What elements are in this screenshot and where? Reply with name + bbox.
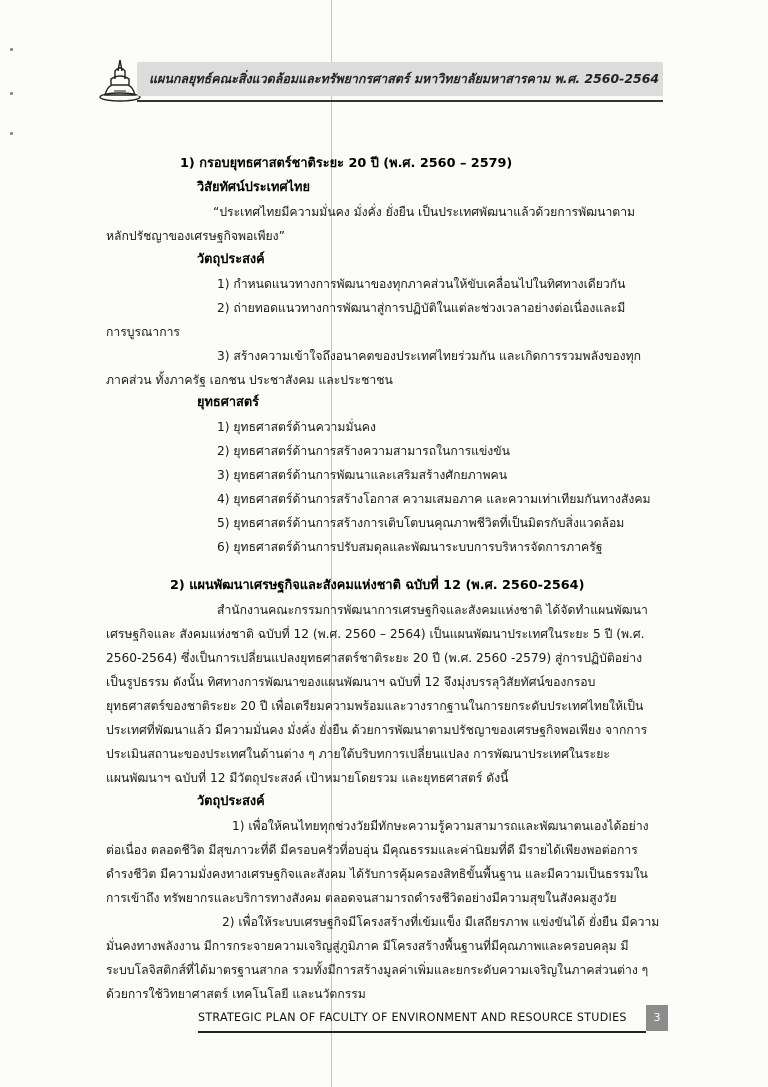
text-line: เป็นรูปธรรม ดังนั้น ทิศทางการพัฒนาของแผนพัฒนาฯ ฉบับที่ 12 จึงมุ่งบรรลุวิสัยทัศน์ของกรอบ: [106, 675, 596, 689]
text-line: ด้วยการใช้วิทยาศาสตร์ เทคโนโลยี และนวัตกรรม: [106, 987, 366, 1001]
text-line: แผนพัฒนาฯ ฉบับที่ 12 มีวัตถุประสงค์ เป้าหมายโดยรวม และยุทธศาสตร์ ดังนี้: [106, 771, 509, 785]
subheading-objective: วัตถุประสงค์: [197, 794, 265, 809]
page-header: [97, 57, 665, 105]
text-line: ประเทศที่พัฒนาแล้ว มีความมั่นคง มั่งคั่ง ยั่งยืน ด้วยการพัฒนาตามปรัชญาของเศรษฐกิจพอเพียง จากการ: [106, 723, 648, 737]
margin-mark: [10, 92, 13, 95]
list-item: 2) ยุทธศาสตร์ด้านการสร้างความสามารถในการแข่งขัน: [217, 444, 510, 458]
text-line: ดำรงชีวิต มีความมั่งคงทางเศรษฐกิจและสังคม ได้รับการคุ้มครองสิทธิขั้นพื้นฐาน และมีความเป็นธรรมใน: [106, 867, 648, 881]
subheading-strategy: ยุทธศาสตร์: [197, 395, 260, 410]
text-line: หลักปรัชญาของเศรษฐกิจพอเพียง”: [106, 229, 285, 243]
text-line: 1) เพื่อให้คนไทยทุกช่วงวัยมีทักษะความรู้ความสามารถและพัฒนาตนเองได้อย่าง: [232, 819, 649, 833]
text-line: 2) เพื่อให้ระบบเศรษฐกิจมีโครงสร้างที่เข้มแข็ง มีเสถียรภาพ แข่งขันได้ ยั่งยืน มีความ: [222, 915, 660, 929]
list-item: ภาคส่วน ทั้งภาครัฐ เอกชน ประชาสังคม และประชาชน: [106, 373, 393, 387]
subheading-vision: วิสัยทัศน์ประเทศไทย: [197, 180, 310, 195]
section-heading: 2) แผนพัฒนาเศรษฐกิจและสังคมแห่งชาติ ฉบับที่ 12 (พ.ศ. 2560-2564): [170, 578, 585, 593]
list-item: 6) ยุทธศาสตร์ด้านการปรับสมดุลและพัฒนาระบบการบริหารจัดการภาครัฐ: [217, 540, 603, 554]
text-line: ระบบโลจิสติกส์ที่ได้มาตรฐานสากล รวมทั้งมีการสร้างมูลค่าเพิ่มและยกระดับความเจริญในภาคส่วนต่าง ๆ: [106, 963, 649, 977]
text-line: การเข้าถึง ทรัพยากรและบริการทางสังคม ตลอดจนสามารถดำรงชีวิตอย่างมีความสุขในสังคมสูงวัย: [106, 891, 617, 905]
footer-text: STRATEGIC PLAN OF FACULTY OF ENVIRONMENT AND RESOURCE STUDIES: [198, 1011, 627, 1024]
page-number: 3: [646, 1005, 668, 1031]
section-heading: 1) กรอบยุทธศาสตร์ชาติระยะ 20 ปี (พ.ศ. 2560 – 2579): [180, 156, 513, 171]
text-line: “ประเทศไทยมีความมั่นคง มั่งคั่ง ยั่งยืน เป็นประเทศพัฒนาแล้วด้วยการพัฒนาตาม: [213, 205, 636, 219]
header-title: แผนกลยุทธ์คณะสิ่งแวดล้อมและทรัพยากรศาสตร์ มหาวิทยาลัยมหาสารคาม พ.ศ. 2560-2564: [149, 71, 660, 86]
footer-rule: [198, 1031, 646, 1033]
header-rule: [137, 100, 663, 102]
list-item: 4) ยุทธศาสตร์ด้านการสร้างโอกาส ความเสมอภาค และความเท่าเทียมกันทางสังคม: [217, 492, 651, 506]
list-item: 3) สร้างความเข้าใจถึงอนาคตของประเทศไทยร่วมกัน และเกิดการรวมพลังของทุก: [217, 349, 642, 363]
list-item: 2) ถ่ายทอดแนวทางการพัฒนาสู่การปฏิบัติในแต่ละช่วงเวลาอย่างต่อเนื่องและมี: [217, 301, 626, 315]
list-item: 1) ยุทธศาสตร์ด้านความมั่นคง: [217, 420, 376, 434]
text-line: เศรษฐกิจและ สังคมแห่งชาติ ฉบับที่ 12 (พ.ศ. 2560 – 2564) เป็นแผนพัฒนาประเทศในระยะ 5 ปี (พ.ศ.: [106, 627, 645, 641]
list-item: 3) ยุทธศาสตร์ด้านการพัฒนาและเสริมสร้างศักยภาพคน: [217, 468, 508, 482]
text-line: ยุทธศาสตร์ของชาติระยะ 20 ปี เพื่อเตรียมความพร้อมและวางรากฐานในการยกระดับประเทศไทยให้เป็น: [106, 699, 644, 713]
text-line: สำนักงานคณะกรรมการพัฒนาการเศรษฐกิจและสังคมแห่งชาติ ได้จัดทำแผนพัฒนา: [217, 603, 648, 617]
text-line: 2560-2564) ซึ่งเป็นการเปลี่ยนแปลงยุทธศาสตร์ชาติระยะ 20 ปี (พ.ศ. 2560 -2579) สู่การปฏิบัติอย่าง: [106, 651, 643, 665]
list-item: 5) ยุทธศาสตร์ด้านการสร้างการเติบโตบนคุณภาพชีวิตที่เป็นมิตรกับสิ่งแวดล้อม: [217, 516, 625, 530]
page-footer: [198, 1005, 668, 1031]
subheading-objective: วัตถุประสงค์: [197, 252, 265, 267]
list-item: การบูรณาการ: [106, 325, 180, 339]
margin-mark: [10, 132, 13, 135]
text-line: มั่นคงทางพลังงาน มีการกระจายความเจริญสู่ภูมิภาค มีโครงสร้างพื้นฐานที่มีคุณภาพและครอบคลุม มี: [106, 939, 629, 953]
margin-mark: [10, 48, 13, 51]
text-line: ต่อเนื่อง ตลอดชีวิต มีสุขภาวะที่ดี มีครอบครัวที่อบอุ่น มีคุณธรรมและค่านิยมที่ดี มีรายได้เพียงพอต่อการ: [106, 843, 638, 857]
list-item: 1) กำหนดแนวทางการพัฒนาของทุกภาคส่วนให้ขับเคลื่อนไปในทิศทางเดียวกัน: [217, 277, 626, 291]
text-line: ประเมินสถานะของประเทศในด้านต่าง ๆ ภายใต้บริบทการเปลี่ยนแปลง การพัฒนาประเทศในระยะ: [106, 747, 610, 761]
